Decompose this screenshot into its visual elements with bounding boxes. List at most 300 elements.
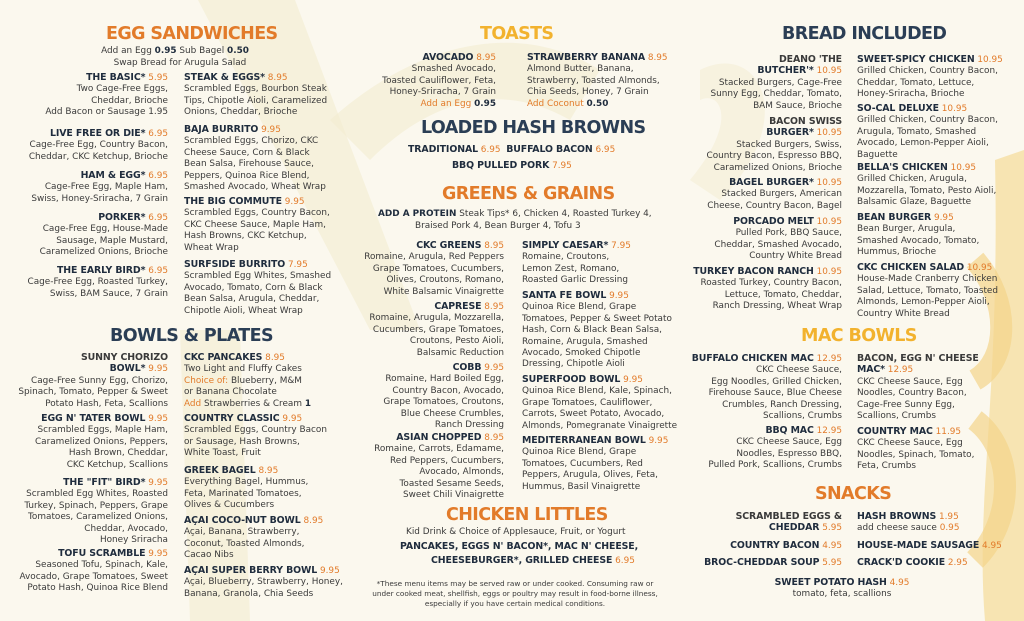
- menu-item-strawberry-banana-toast[interactable]: [527, 52, 668, 110]
- item-desc: Peppers, Arugula, Olives, Feta,: [522, 470, 659, 481]
- menu-item-avocado-toast[interactable]: [382, 52, 496, 110]
- item-price: 11.95: [935, 427, 962, 437]
- item-desc: Country Bacon, Espresso BBQ,: [706, 151, 842, 162]
- item-price: 5.95: [822, 558, 842, 568]
- item-desc: Avocado, Lemon-Pepper Aioli,: [857, 138, 989, 149]
- item-desc: Scrambled Eggs, Chorizo, CKC: [184, 136, 319, 147]
- item-desc: Chia Seeds, Honey, 7 Grain: [527, 87, 649, 98]
- menu-item-bacon-egg-n-cheese-mac[interactable]: [857, 353, 979, 422]
- item-name-line2: CHEDDAR: [768, 522, 820, 534]
- item-desc: Grilled Chicken, Arugula,: [857, 174, 967, 185]
- item-desc: Grape Tomatoes, Croutons,: [383, 397, 504, 408]
- menu-item-acai-super-berry-bowl[interactable]: [184, 565, 343, 600]
- loaded-hash-browns-heading: LOADED HASH BROWNS: [421, 118, 646, 138]
- item-name: SWEET-SPICY CHICKEN: [857, 54, 975, 65]
- item-desc: Onions, Cheddar, Brioche: [184, 107, 298, 118]
- item-desc: Swiss, Honey-Sriracha, 7 Grain: [31, 193, 168, 204]
- item-name: GREEK BAGEL: [184, 465, 256, 476]
- item-desc: White Toast, Fruit: [184, 448, 261, 459]
- item-desc: Bean Salsa, Firehouse Sauce,: [184, 159, 314, 170]
- item-price: 6.95: [148, 129, 168, 139]
- item-desc: Romaine, Arugula, Red Peppers: [364, 252, 504, 263]
- item-desc: Cheese, Country Bacon, Bagel: [707, 200, 842, 211]
- item-desc: Scrambled Egg Whites, Smashed: [184, 271, 332, 282]
- item-desc: or Sausage, Hash Browns,: [184, 436, 300, 447]
- item-desc: Smashed Avocado,: [411, 64, 496, 75]
- item-desc: Egg Noodles, Grilled Chicken,: [711, 376, 842, 387]
- item-price: 10.95: [977, 55, 1003, 65]
- item-price: 4.95: [889, 578, 910, 588]
- item-price: 8.95: [484, 241, 504, 251]
- item-name: BACON SWISS: [769, 116, 842, 127]
- item-desc: Cheddar, Tomato, Lettuce,: [857, 77, 975, 88]
- item-desc: Grilled Chicken, Country Bacon,: [857, 66, 998, 77]
- item-name: BUFFALO CHICKEN MAC: [691, 353, 814, 364]
- item-name: TURKEY BACON RANCH: [693, 266, 814, 277]
- item-name: COUNTRY MAC: [857, 426, 933, 437]
- add-protein-line2: Braised Pork 4, Bean Burger 4, Tofu 3: [415, 221, 581, 231]
- menu-item-sweet-potato-hash[interactable]: [762, 577, 922, 601]
- item-price: 10.95: [816, 267, 842, 277]
- item-name: COUNTRY BACON: [730, 540, 820, 551]
- menu-item-sunny-chorizo-bowl[interactable]: [18, 352, 168, 410]
- item-price: 8.95: [303, 516, 324, 526]
- menu-item-porcado-melt[interactable]: [714, 216, 842, 263]
- item-desc: Quinoa Rice Blend, Grape: [522, 447, 637, 458]
- item-name: STRAWBERRY BANANA: [527, 52, 645, 63]
- item-name: PORKER*: [98, 212, 146, 223]
- item-desc: CKC Cheese Sauce,: [755, 365, 842, 376]
- item-desc: Country Bacon, Avocado,: [392, 385, 504, 396]
- menu-item-the-basic[interactable]: [45, 72, 168, 119]
- menu-item-bbq-mac[interactable]: [708, 425, 842, 472]
- menu-item-crackd-cookie[interactable]: [857, 557, 968, 569]
- item-name-line2: BOWL*: [109, 363, 146, 375]
- hash-buffalo-bacon-price: 6.95: [595, 145, 616, 155]
- item-price: 1.95: [938, 512, 959, 522]
- item-desc: Stacked Burgers, American: [721, 189, 842, 200]
- hash-bbq-pulled-pork-price: 7.95: [552, 161, 572, 171]
- item-desc: CKC Cheese Sauce, Egg: [857, 438, 963, 449]
- item-desc: Cage-Free Sunny Egg,: [857, 399, 955, 410]
- chicken-littles-options-1: PANCAKES, EGGS N' BACON*, MAC N' CHEESE,: [400, 541, 639, 552]
- menu-item-country-mac[interactable]: [857, 426, 974, 473]
- item-name: THE "FIT" BIRD*: [63, 477, 146, 488]
- item-desc: Toasted Sesame Seeds,: [399, 478, 504, 489]
- item-desc: Cheddar, Avocado,: [84, 523, 168, 534]
- item-price: 9.95: [609, 291, 629, 301]
- menu-item-country-bacon[interactable]: [730, 540, 842, 552]
- item-desc: Spinach, Tomato, Pepper & Sweet: [18, 387, 168, 398]
- item-desc: Cheese Sauce, Corn & Black: [184, 147, 310, 158]
- item-desc: Balsamic Glaze, Baguette: [857, 197, 972, 208]
- item-desc: Hash Browns, CKC Ketchup,: [184, 231, 307, 242]
- item-desc: Red Peppers, Cucumbers,: [390, 455, 504, 466]
- item-desc: Roasted Garlic Dressing: [522, 275, 628, 286]
- item-desc: Tips, Chipotle Aioli, Caramelized: [184, 95, 328, 106]
- menu-item-bellas-chicken[interactable]: [857, 162, 996, 209]
- item-price: 8.95: [484, 433, 504, 443]
- menu-item-greek-bagel[interactable]: [184, 465, 308, 512]
- bread-included-heading: BREAD INCLUDED: [782, 24, 947, 44]
- menu-item-buffalo-chicken-mac[interactable]: [692, 353, 842, 422]
- item-name: HASH BROWNS: [857, 511, 937, 522]
- item-name: SUPERFOOD BOWL: [522, 374, 621, 385]
- item-name: THE BASIC*: [86, 72, 146, 83]
- item-desc: Lettuce, Tomato, Cheddar,: [724, 289, 842, 300]
- item-desc: Tomatoes, Caramelized Onions,: [28, 512, 168, 523]
- item-name: CRACK'D COOKIE: [857, 557, 945, 568]
- item-desc: Two Light and Fluffy Cakes: [184, 364, 302, 375]
- item-name: CAPRESE: [434, 301, 482, 312]
- item-name: THE EARLY BIRD*: [57, 265, 146, 276]
- item-name: SUNNY CHORIZO: [81, 352, 168, 363]
- item-desc: Caramelized Onions, Peppers,: [34, 436, 168, 447]
- item-name: AÇAI SUPER BERRY BOWL: [184, 565, 318, 576]
- item-desc: Romaine, Croutons,: [522, 252, 610, 263]
- item-desc: Sausage, Maple Mustard,: [56, 235, 168, 246]
- item-extra: add cheese sauce 0.95: [857, 523, 960, 534]
- item-desc: Hummus, Basil Vinaigrette: [522, 481, 641, 492]
- item-name: SO-CAL DELUXE: [857, 103, 939, 114]
- item-desc: Honey-Sriracha, 7 Grain: [389, 87, 496, 98]
- chicken-littles-price: 6.95: [615, 556, 635, 566]
- item-desc: Dressing, Chipotle Aioli: [522, 359, 625, 370]
- item-desc: Hash, Corn & Black Bean Salsa,: [522, 325, 662, 336]
- addon-label: Add an Egg: [101, 46, 152, 56]
- item-desc: Cage-Free Egg, Country Bacon,: [29, 140, 168, 151]
- item-name: PORCADO MELT: [733, 216, 814, 227]
- item-price: 4.95: [822, 541, 842, 551]
- item-desc: Bean Salsa, Arugula, Cheddar,: [184, 294, 320, 305]
- item-name-line2: BUTCHER'*: [757, 65, 814, 77]
- item-desc: Seasoned Tofu, Spinach, Kale,: [35, 560, 168, 571]
- bowls-plates-heading: BOWLS & PLATES: [110, 326, 273, 346]
- item-name: BACON, EGG N' CHEESE: [857, 353, 979, 364]
- menu-item-so-cal-deluxe[interactable]: [857, 103, 998, 161]
- menu-item-egg-n-tater-bowl[interactable]: [35, 413, 168, 471]
- item-price: 10.95: [816, 217, 842, 227]
- item-desc: Scrambled Eggs, Country Bacon,: [184, 208, 330, 219]
- item-price: 4.95: [981, 541, 1002, 551]
- item-desc: Smashed Avocado, Wheat Wrap: [184, 182, 326, 193]
- item-price: 6.95: [148, 266, 168, 276]
- item-extra: Add an Egg 0.95: [420, 98, 496, 109]
- item-price: 6.95: [148, 171, 168, 181]
- bagel-price: 0.50: [227, 46, 249, 56]
- chicken-littles-options-2: CHEESEBURGER*, GRILLED CHEESE 6.95: [431, 555, 635, 566]
- item-desc: Cacao Nibs: [184, 550, 234, 561]
- menu-item-porker[interactable]: [40, 212, 168, 259]
- item-desc: Country White Bread: [749, 251, 842, 262]
- item-desc: Almond Butter, Banana,: [527, 64, 634, 75]
- item-desc: Feta, Marinated Tomatoes,: [184, 488, 302, 499]
- item-desc: Olives, Croutons, Romano,: [386, 275, 504, 286]
- item-price: 7.95: [287, 260, 308, 270]
- item-price: 9.95: [648, 436, 669, 446]
- item-name: CKC PANCAKES: [184, 352, 263, 363]
- menu-item-deano-the-butcher[interactable]: [710, 54, 842, 112]
- raw-food-disclaimer: *These menu items may be served raw or under cooked. Consuming raw or under cooked meat, shellfish, eggs or poultry may result in food-borne illness, especially if you have certain medical conditions.: [372, 579, 658, 608]
- item-name: CKC CHICKEN SALAD: [857, 262, 965, 273]
- item-desc: Croutons, Pesto Aioli,: [409, 336, 504, 347]
- item-desc: Balsamic Reduction: [416, 347, 504, 358]
- snacks-heading: SNACKS: [815, 484, 892, 504]
- item-price: 6.95: [148, 213, 168, 223]
- item-price: 9.95: [148, 478, 168, 488]
- menu-item-baja-burrito[interactable]: [184, 124, 326, 193]
- item-desc: Quinoa Rice Blend, Grape: [522, 302, 637, 313]
- menu-item-turkey-bacon-ranch[interactable]: [693, 266, 842, 313]
- item-desc: Potato Hash, Feta, Scallions: [45, 398, 168, 409]
- item-extra: Add Bacon or Sausage 1.95: [45, 107, 168, 118]
- item-desc: Peppers, Quinoa Rice Blend,: [184, 170, 310, 181]
- item-price: 9.95: [261, 125, 281, 135]
- item-name: BEAN BURGER: [857, 212, 932, 223]
- item-desc: Tomatoes, Pepper & Sweet Potato: [522, 313, 672, 324]
- item-price: 8.95: [484, 302, 504, 312]
- egg-sandwiches-heading: EGG SANDWICHES: [106, 24, 278, 44]
- item-desc: Chipotle Aioli, Wheat Wrap: [184, 305, 303, 316]
- item-desc: Scrambled Eggs, Bourbon Steak: [184, 84, 327, 95]
- item-name: BELLA'S CHICKEN: [857, 162, 948, 173]
- chicken-littles-intro: Kid Drink & Choice of Applesauce, Fruit, or Yogurt: [406, 527, 626, 537]
- item-name: CKC GREENS: [416, 240, 482, 251]
- item-price: 10.95: [941, 104, 968, 114]
- item-name: SANTA FE BOWL: [522, 290, 607, 301]
- item-name: MEDITERRANEAN BOWL: [522, 435, 646, 446]
- item-price: 10.95: [816, 128, 842, 139]
- menu-item-live-free-or-die[interactable]: [29, 128, 168, 163]
- hash-bbq-pulled-pork-name[interactable]: BBQ PULLED PORK: [452, 160, 550, 171]
- item-desc: Quinoa Rice Blend, Kale, Spinach,: [522, 386, 672, 397]
- item-price: 9.95: [148, 549, 168, 559]
- item-add: Add Strawberries & Cream 1: [184, 398, 312, 409]
- item-desc: Roasted Turkey, Country Bacon,: [700, 278, 842, 289]
- item-desc: Cheddar, CKC Ketchup, Brioche: [28, 151, 168, 162]
- menu-item-scrambled-eggs-cheddar[interactable]: [736, 511, 842, 535]
- swap-note: Swap Bread for Arugula Salad: [113, 58, 247, 68]
- item-desc: Strawberry, Toasted Almonds,: [527, 75, 660, 86]
- item-name: AÇAI COCO-NUT BOWL: [184, 515, 301, 526]
- item-price: 8.95: [476, 53, 496, 63]
- menu-item-asian-chopped[interactable]: [374, 432, 504, 501]
- item-desc: Toasted Cauliflower, Feta,: [382, 75, 496, 86]
- item-desc: Stacked Burgers, Swiss,: [736, 139, 842, 150]
- item-desc: Scallions, Crumbs: [762, 411, 842, 422]
- hash-traditional-name[interactable]: TRADITIONAL: [408, 144, 478, 155]
- menu-item-superfood-bowl[interactable]: [522, 374, 677, 432]
- item-price: 5.95: [148, 73, 168, 83]
- egg-addon-line: [100, 46, 250, 57]
- item-name: AVOCADO: [422, 52, 474, 63]
- item-desc: Cage-Free Egg, Roasted Turkey,: [27, 277, 168, 288]
- menu-item-mediterranean-bowl[interactable]: [522, 435, 668, 493]
- item-price: 8.95: [265, 353, 285, 363]
- menu-item-bagel-burger[interactable]: [707, 177, 842, 212]
- item-desc: Smashed Avocado, Tomato,: [857, 235, 980, 246]
- item-price: 8.95: [258, 466, 279, 476]
- item-name: HAM & EGG*: [80, 170, 146, 181]
- item-desc: Romaine, Hard Boiled Egg,: [385, 374, 504, 385]
- hash-buffalo-bacon-name[interactable]: BUFFALO BACON: [506, 144, 593, 155]
- item-price: 8.95: [267, 73, 288, 83]
- item-price: 12.95: [816, 426, 842, 436]
- item-desc: Coconut, Toasted Almonds,: [184, 538, 305, 549]
- item-price: 12.95: [816, 354, 842, 364]
- add-protein-line: ADD A PROTEIN Steak Tips* 6, Chicken 4, Roasted Turkey 4,: [378, 209, 652, 219]
- item-desc: Noodles, Country Bacon,: [857, 388, 967, 399]
- item-price: 12.95: [887, 365, 914, 376]
- item-name: HOUSE-MADE SAUSAGE: [857, 540, 980, 551]
- item-desc: Crumbles, Ranch Dressing,: [722, 399, 842, 410]
- menu-item-ham-and-egg[interactable]: [31, 170, 168, 205]
- item-desc: Almonds, Pomegranate Vinaigrette: [522, 420, 678, 431]
- item-desc: Swiss, BAM Sauce, 7 Grain: [49, 288, 168, 299]
- menu-item-acai-coco-nut-bowl[interactable]: [184, 515, 323, 562]
- item-desc: Blue Cheese Crumbles,: [400, 408, 504, 419]
- item-desc: CKC Ketchup, Scallions: [66, 459, 168, 470]
- item-price: 8.95: [647, 53, 668, 63]
- item-desc: Everything Bagel, Hummus,: [184, 477, 309, 488]
- item-price: 5.95: [822, 523, 842, 534]
- item-price: 10.95: [816, 178, 842, 188]
- item-desc: CKC Cheese Sauce, Egg: [857, 376, 963, 387]
- item-name: SWEET POTATO HASH: [774, 577, 887, 588]
- item-desc: Romaine, Arugula, Mozzarella,: [369, 313, 504, 324]
- item-price: 2.95: [947, 558, 968, 568]
- item-desc: Mozzarella, Tomato, Pesto Aioli,: [857, 185, 997, 196]
- item-desc: Almonds, Lemon-Pepper Aioli,: [857, 297, 990, 308]
- item-desc: Lemon Zest, Romano,: [522, 263, 620, 274]
- menu-item-ckc-pancakes[interactable]: [184, 352, 311, 410]
- item-price: 10.95: [966, 263, 993, 273]
- item-name: BBQ MAC: [765, 425, 814, 436]
- item-desc: BAM Sauce, Brioche: [753, 100, 842, 111]
- item-desc: White Balsamic Vinaigrette: [383, 286, 504, 297]
- menu-item-surfside-burrito[interactable]: [184, 259, 331, 317]
- item-choice: Choice of: Blueberry, M&M: [184, 375, 302, 386]
- menu-item-santa-fe-bowl[interactable]: [522, 290, 672, 371]
- item-desc: Sunny Egg, Cheddar, Tomato,: [710, 89, 842, 100]
- item-desc: Romaine, Carrots, Edamame,: [374, 444, 504, 455]
- item-desc: Wheat Wrap: [184, 242, 239, 253]
- item-desc: Turkey, Spinach, Peppers, Grape: [24, 500, 168, 511]
- item-desc: Noodles, Espresso BBQ,: [736, 448, 842, 459]
- item-choice-line2: or Banana Chocolate: [184, 387, 277, 398]
- menu-item-bacon-swiss-burger[interactable]: [707, 116, 842, 174]
- item-desc: CKC Cheese Sauce, Egg: [736, 437, 842, 448]
- menu-item-tofu-scramble[interactable]: [20, 548, 169, 595]
- item-name: SURFSIDE BURRITO: [184, 259, 286, 270]
- item-desc: Açai, Banana, Strawberry,: [184, 527, 300, 538]
- item-name: EGG N' TATER BOWL: [41, 413, 146, 424]
- menu-item-caprese[interactable]: [369, 301, 504, 359]
- item-name: LIVE FREE OR DIE*: [49, 128, 146, 139]
- item-desc: Scrambled Eggs, Maple Ham,: [37, 425, 168, 436]
- menu-item-ckc-chicken-salad[interactable]: [857, 262, 998, 320]
- menu-item-steak-and-eggs[interactable]: [184, 72, 327, 119]
- item-desc: Cucumbers, Grape Tomatoes,: [372, 324, 504, 335]
- item-desc: Açai, Blueberry, Strawberry, Honey,: [184, 577, 343, 588]
- menu-item-broc-cheddar-soup[interactable]: [704, 557, 842, 569]
- item-name: TOFU SCRAMBLE: [58, 548, 146, 559]
- item-name: COUNTRY CLASSIC: [184, 413, 280, 424]
- item-desc: Scrambled Eggs, Country Bacon: [184, 425, 327, 436]
- menu-item-ckc-greens[interactable]: [364, 240, 504, 298]
- item-desc: Grape Tomatoes, Cucumbers,: [372, 263, 504, 274]
- item-price: 9.95: [284, 197, 305, 207]
- item-desc: Tomatoes, Cucumbers, Red: [522, 458, 643, 469]
- item-desc: Hash Brown, Cheddar,: [68, 448, 168, 459]
- item-desc: Scallions, Crumbs: [857, 411, 937, 422]
- item-price: 9.95: [623, 375, 643, 385]
- item-name: STEAK & EGGS*: [184, 72, 265, 83]
- menu-item-simply-caesar[interactable]: [522, 240, 631, 287]
- menu-item-bean-burger[interactable]: [857, 212, 979, 259]
- menu-item-sweet-spicy-chicken[interactable]: [857, 54, 1003, 101]
- menu-item-cobb[interactable]: [383, 362, 504, 431]
- item-desc: Ranch Dressing: [434, 420, 504, 431]
- menu-item-the-fit-bird[interactable]: [24, 477, 168, 546]
- menu-item-country-classic[interactable]: [184, 413, 327, 460]
- item-desc: Pulled Pork, BBQ Sauce,: [735, 228, 842, 239]
- item-desc: Country White Bread: [857, 308, 950, 319]
- bagel-label: Sub Bagel: [179, 46, 225, 56]
- menu-item-the-big-commute[interactable]: [184, 196, 330, 254]
- hash-traditional-price: 6.95: [480, 145, 501, 155]
- item-desc: Cage-Free Sunny Egg, Chorizo,: [31, 375, 168, 386]
- mac-bowls-heading: MAC BOWLS: [801, 326, 917, 346]
- item-name-line2: MAC*: [857, 364, 885, 376]
- menu-item-house-made-sausage[interactable]: [857, 540, 1002, 552]
- chicken-littles-heading: CHICKEN LITTLES: [446, 505, 608, 525]
- item-desc: Romaine, Arugula, Smashed: [522, 336, 648, 347]
- item-desc: Caramelized Onions, Brioche: [713, 162, 842, 173]
- item-desc: Firehouse Sauce, Blue Cheese: [708, 388, 842, 399]
- item-desc: Banana, Granola, Chia Seeds: [184, 588, 314, 599]
- menu-item-hash-browns[interactable]: [857, 511, 959, 535]
- item-desc: Carrots, Sweet Potato, Avocado,: [522, 409, 665, 420]
- item-name: SIMPLY CAESAR*: [522, 240, 609, 251]
- item-desc: Potato Hash, Quinoa Rice Blend: [27, 583, 168, 594]
- item-desc: Noodles, Spinach, Tomato,: [857, 449, 975, 460]
- menu-item-the-early-bird[interactable]: [28, 265, 168, 300]
- item-name: SCRAMBLED EGGS &: [735, 511, 842, 522]
- item-name: THE BIG COMMUTE: [184, 196, 282, 207]
- item-price: 9.95: [148, 364, 168, 375]
- item-desc: Ranch Dressing, Wheat Wrap: [712, 301, 842, 312]
- greens-grains-heading: GREENS & GRAINS: [442, 184, 615, 204]
- item-desc: Olives & Cucumbers: [184, 500, 275, 511]
- item-price: 9.95: [148, 414, 168, 424]
- toasts-heading: TOASTS: [480, 24, 554, 44]
- item-desc: Avocado, Smoked Chipotle: [522, 348, 641, 359]
- item-desc: Grape Tomatoes, Cauliflower,: [522, 397, 653, 408]
- item-desc: Baguette: [857, 149, 898, 160]
- item-extra: Add Coconut 0.50: [527, 98, 609, 109]
- item-desc: CKC Cheese Sauce, Maple Ham,: [184, 219, 326, 230]
- item-desc: Salad, Lettuce, Tomato, Toasted: [857, 285, 999, 296]
- item-desc: Scrambled Egg Whites, Roasted: [26, 489, 168, 500]
- item-name: BAGEL BURGER*: [729, 177, 814, 188]
- item-price: 10.95: [816, 66, 842, 77]
- item-desc: Hummus, Brioche: [857, 247, 937, 258]
- hash-line-2: [452, 160, 572, 172]
- item-desc: tomato, feta, scallions: [792, 589, 892, 600]
- item-price: 10.95: [950, 163, 976, 173]
- item-name: DEANO 'THE: [778, 54, 842, 65]
